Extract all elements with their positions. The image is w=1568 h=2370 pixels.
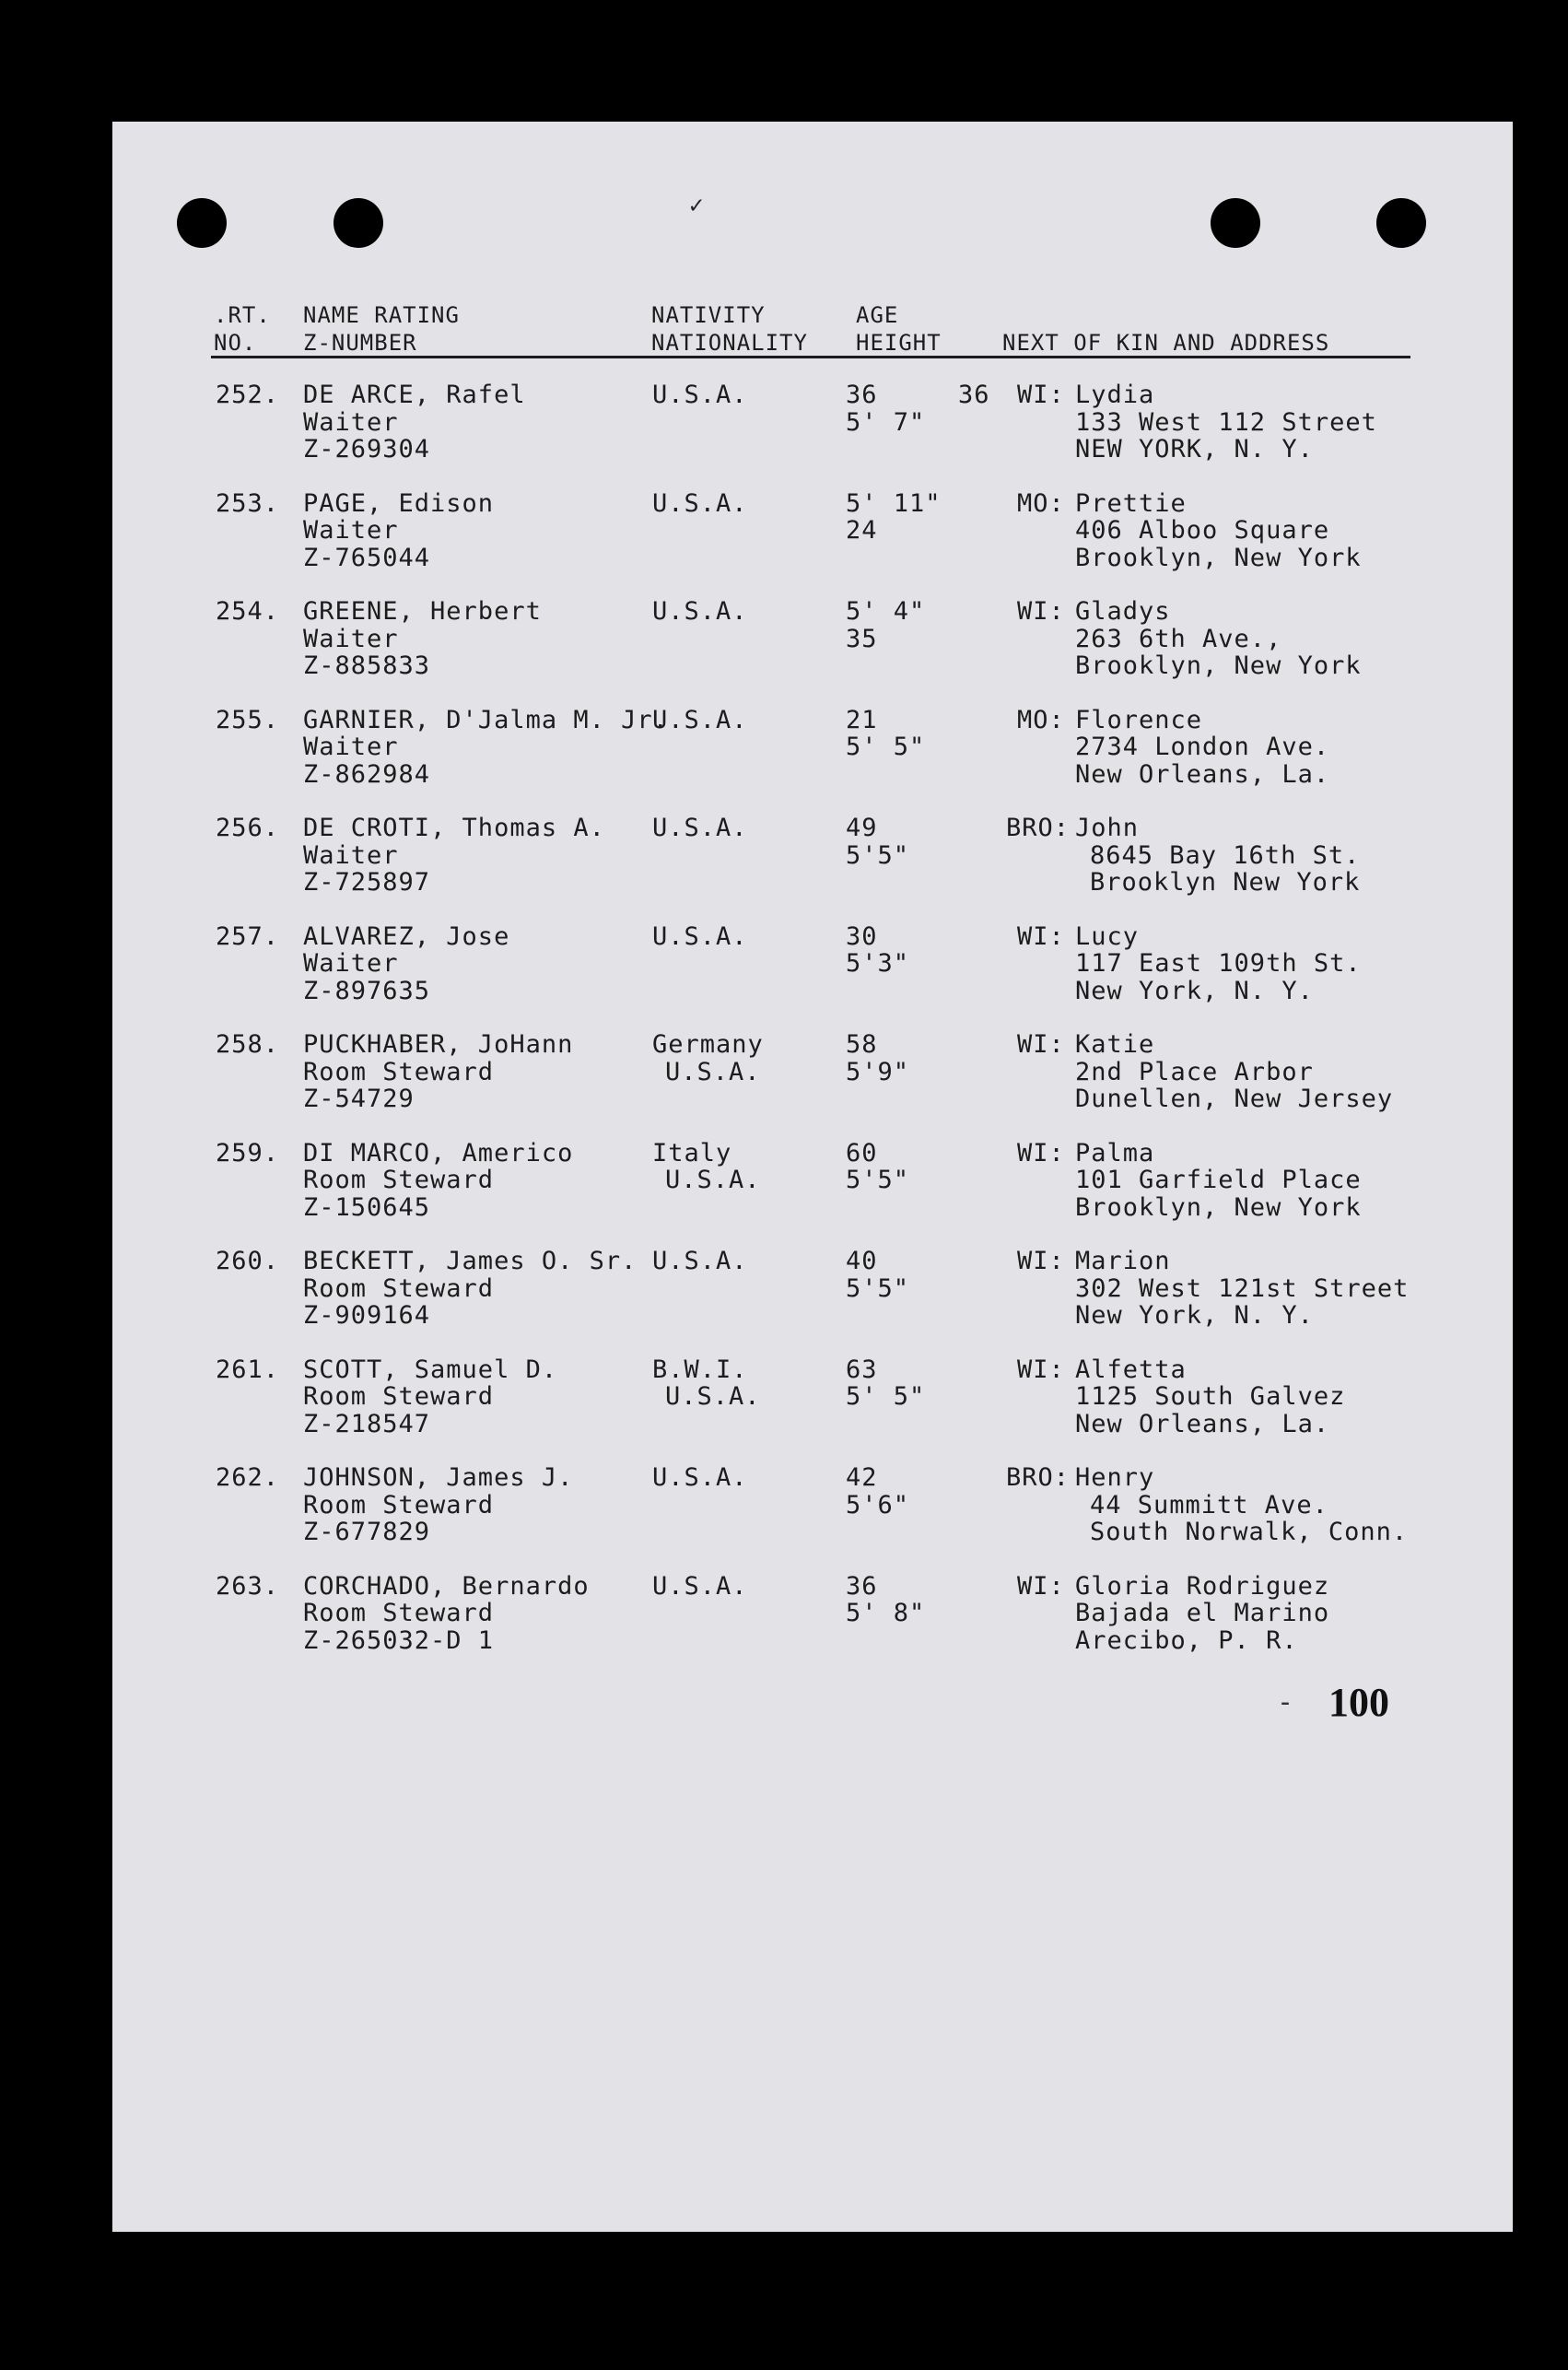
record-address-line2: Brooklyn, New York: [1075, 651, 1362, 680]
record-age-height-1: 49: [846, 814, 878, 842]
record-name: CORCHADO, Bernardo: [303, 1571, 590, 1601]
record-z-number: Z-725897: [303, 868, 431, 897]
record-address-line1: Bajada el Marino: [1075, 1599, 1330, 1627]
record-relationship: WI:: [1017, 597, 1065, 626]
record-relationship: WI:: [1017, 1247, 1065, 1275]
record-z-number: Z-765044: [303, 543, 431, 572]
record-age-height-1: 21: [846, 705, 878, 734]
record-z-number: Z-862984: [303, 759, 431, 789]
record-nativity: Germany: [652, 1030, 764, 1059]
record-age-height-2: 24: [846, 516, 878, 545]
record-z-number: Z-54729: [303, 1085, 415, 1113]
record-z-number: Z-269304: [303, 435, 431, 463]
record-rating: Room Steward: [303, 1273, 495, 1303]
record-kin-name: Gladys: [1075, 597, 1171, 626]
record-age-height-2: 5' 8": [846, 1599, 926, 1627]
record-kin-name: Gloria Rodriguez: [1075, 1571, 1330, 1601]
record-z-number: Z-677829: [303, 1518, 431, 1546]
record-z-number: Z-265032-D 1: [303, 1625, 495, 1655]
punch-hole-left-1: [177, 198, 227, 248]
record-address-line1: 406 Alboo Square: [1075, 516, 1330, 545]
record-rating: Waiter: [303, 840, 399, 870]
header-nativity: NATIVITY: [651, 302, 766, 328]
record-address-line2: New York, N. Y.: [1075, 1301, 1314, 1330]
record-rating: Waiter: [303, 624, 399, 653]
record-age-height-2: 35: [846, 624, 878, 653]
record-relationship: MO:: [1017, 488, 1065, 518]
record-address-line1: 133 West 112 Street: [1075, 407, 1377, 437]
header-next-of-kin: NEXT OF KIN AND ADDRESS: [1002, 330, 1330, 356]
record-name: GARNIER, D'Jalma M. Jr.: [303, 705, 669, 734]
header-art-no-line1: .RT.: [214, 302, 271, 328]
record-age-height-1: 42: [846, 1463, 878, 1492]
record-address-line2: South Norwalk, Conn.: [1090, 1518, 1409, 1546]
record-relationship: WI:: [1017, 381, 1065, 409]
record-age-height-2: 5'3": [846, 949, 910, 978]
record-nativity: U.S.A.: [652, 1247, 748, 1275]
record-rating: Room Steward: [303, 1057, 495, 1086]
record-number: 258.: [216, 1030, 280, 1059]
record-kin-name: Lucy: [1075, 921, 1140, 951]
record-address-line2: Dunellen, New Jersey: [1075, 1085, 1394, 1113]
record-z-number: Z-885833: [303, 651, 431, 680]
record-address-line2: Brooklyn, New York: [1075, 1192, 1362, 1222]
record-relationship: BRO:: [1006, 814, 1071, 842]
record-address-line1: 302 West 121st Street: [1075, 1273, 1410, 1303]
record-rating: Room Steward: [303, 1166, 495, 1194]
record-number: 253.: [216, 488, 280, 518]
record-number: 263.: [216, 1571, 280, 1601]
record-age-height-2: 5' 5": [846, 733, 926, 761]
record-extra-note: 36: [958, 381, 990, 409]
punch-hole-right-1: [1211, 198, 1260, 248]
record-number: 260.: [216, 1247, 280, 1275]
record-name: BECKETT, James O. Sr.: [303, 1247, 638, 1275]
record-kin-name: Palma: [1075, 1138, 1155, 1167]
record-address-line1: 44 Summitt Ave.: [1090, 1490, 1328, 1519]
record-nationality: U.S.A.: [665, 1166, 761, 1194]
header-art-no-line2: NO.: [214, 330, 257, 356]
record-kin-name: Katie: [1075, 1030, 1155, 1059]
record-kin-name: Prettie: [1075, 488, 1187, 518]
record-age-height-1: 36: [846, 381, 878, 409]
header-nationality: NATIONALITY: [651, 330, 808, 356]
record-kin-name: Lydia: [1075, 381, 1155, 409]
record-number: 254.: [216, 597, 280, 626]
record-name: JOHNSON, James J.: [303, 1463, 574, 1492]
record-age-height-1: 36: [846, 1571, 878, 1601]
record-nativity: U.S.A.: [652, 1571, 748, 1601]
record-name: GREENE, Herbert: [303, 597, 542, 626]
header-z-number: Z-NUMBER: [303, 330, 417, 356]
page-number-dash: -: [1277, 1686, 1294, 1719]
record-address-line1: 1125 South Galvez: [1075, 1382, 1346, 1411]
record-age-height-1: 60: [846, 1138, 878, 1167]
record-name: DI MARCO, Americo: [303, 1138, 574, 1167]
record-z-number: Z-218547: [303, 1409, 431, 1438]
record-age-height-1: 40: [846, 1247, 878, 1275]
record-nativity: U.S.A.: [652, 1463, 748, 1492]
record-z-number: Z-909164: [303, 1301, 431, 1330]
record-rating: Room Steward: [303, 1490, 495, 1519]
record-rating: Waiter: [303, 407, 399, 437]
record-relationship: BRO:: [1006, 1463, 1071, 1492]
record-name: DE CROTI, Thomas A.: [303, 814, 605, 842]
record-rating: Waiter: [303, 516, 399, 545]
record-address-line2: New Orleans, La.: [1075, 1409, 1330, 1438]
record-address-line1: 8645 Bay 16th St.: [1090, 840, 1361, 870]
record-address-line2: New York, N. Y.: [1075, 976, 1314, 1005]
record-age-height-2: 5'9": [846, 1057, 910, 1086]
record-address-line1: 117 East 109th St.: [1075, 949, 1362, 978]
record-number: 255.: [216, 705, 280, 734]
record-number: 259.: [216, 1138, 280, 1167]
record-age-height-2: 5' 7": [846, 407, 926, 437]
record-relationship: MO:: [1017, 705, 1065, 734]
record-address-line1: 101 Garfield Place: [1075, 1166, 1362, 1194]
record-kin-name: Henry: [1075, 1463, 1155, 1492]
record-relationship: WI:: [1017, 921, 1065, 951]
record-nativity: U.S.A.: [652, 597, 748, 626]
record-nativity: U.S.A.: [652, 488, 748, 518]
record-relationship: WI:: [1017, 1138, 1065, 1167]
record-rating: Waiter: [303, 733, 399, 761]
record-number: 261.: [216, 1355, 280, 1384]
record-rating: Waiter: [303, 949, 399, 978]
record-nativity: U.S.A.: [652, 814, 748, 842]
record-address-line1: 263 6th Ave.,: [1075, 624, 1282, 653]
record-nativity: U.S.A.: [652, 705, 748, 734]
record-nativity: B.W.I.: [652, 1355, 748, 1384]
record-kin-name: Alfetta: [1075, 1355, 1187, 1384]
record-address-line1: 2734 London Ave.: [1075, 733, 1330, 761]
record-kin-name: John: [1075, 814, 1140, 842]
record-nativity: U.S.A.: [652, 921, 748, 951]
record-age-height-1: 30: [846, 921, 878, 951]
record-number: 252.: [216, 381, 280, 409]
check-mark: ✓: [689, 192, 704, 219]
record-address-line2: New Orleans, La.: [1075, 759, 1330, 789]
record-z-number: Z-897635: [303, 976, 431, 1005]
record-age-height-1: 5' 4": [846, 597, 926, 626]
record-rating: Room Steward: [303, 1599, 495, 1627]
record-z-number: Z-150645: [303, 1192, 431, 1222]
record-address-line2: NEW YORK, N. Y.: [1075, 435, 1314, 463]
record-nationality: U.S.A.: [665, 1057, 761, 1086]
record-number: 257.: [216, 921, 280, 951]
record-nativity: U.S.A.: [652, 381, 748, 409]
record-age-height-2: 5'5": [846, 840, 910, 870]
record-number: 262.: [216, 1463, 280, 1492]
record-nationality: U.S.A.: [665, 1382, 761, 1411]
record-name: DE ARCE, Rafel: [303, 381, 526, 409]
record-name: PUCKHABER, JoHann: [303, 1030, 574, 1059]
record-age-height-1: 58: [846, 1030, 878, 1059]
header-rule: [211, 356, 1410, 358]
header-name-rating: NAME RATING: [303, 302, 460, 328]
record-age-height-1: 63: [846, 1355, 878, 1384]
record-age-height-2: 5'6": [846, 1490, 910, 1519]
record-relationship: WI:: [1017, 1030, 1065, 1059]
record-name: SCOTT, Samuel D.: [303, 1355, 558, 1384]
record-relationship: WI:: [1017, 1571, 1065, 1601]
record-nativity: Italy: [652, 1138, 732, 1167]
punch-hole-right-2: [1376, 198, 1426, 248]
record-age-height-2: 5'5": [846, 1273, 910, 1303]
record-address-line1: 2nd Place Arbor: [1075, 1057, 1314, 1086]
record-rating: Room Steward: [303, 1382, 495, 1411]
record-age-height-1: 5' 11": [846, 488, 942, 518]
page-number: 100: [1328, 1680, 1389, 1725]
punch-hole-left-2: [333, 198, 383, 248]
record-kin-name: Florence: [1075, 705, 1203, 734]
record-address-line2: Arecibo, P. R.: [1075, 1625, 1298, 1655]
record-address-line2: Brooklyn, New York: [1075, 543, 1362, 572]
record-kin-name: Marion: [1075, 1247, 1171, 1275]
header-height: HEIGHT: [856, 330, 942, 356]
record-name: ALVAREZ, Jose: [303, 921, 510, 951]
record-relationship: WI:: [1017, 1355, 1065, 1384]
record-age-height-2: 5' 5": [846, 1382, 926, 1411]
record-age-height-2: 5'5": [846, 1166, 910, 1194]
record-address-line2: Brooklyn New York: [1090, 868, 1361, 897]
record-number: 256.: [216, 814, 280, 842]
header-age: AGE: [856, 302, 899, 328]
record-name: PAGE, Edison: [303, 488, 495, 518]
